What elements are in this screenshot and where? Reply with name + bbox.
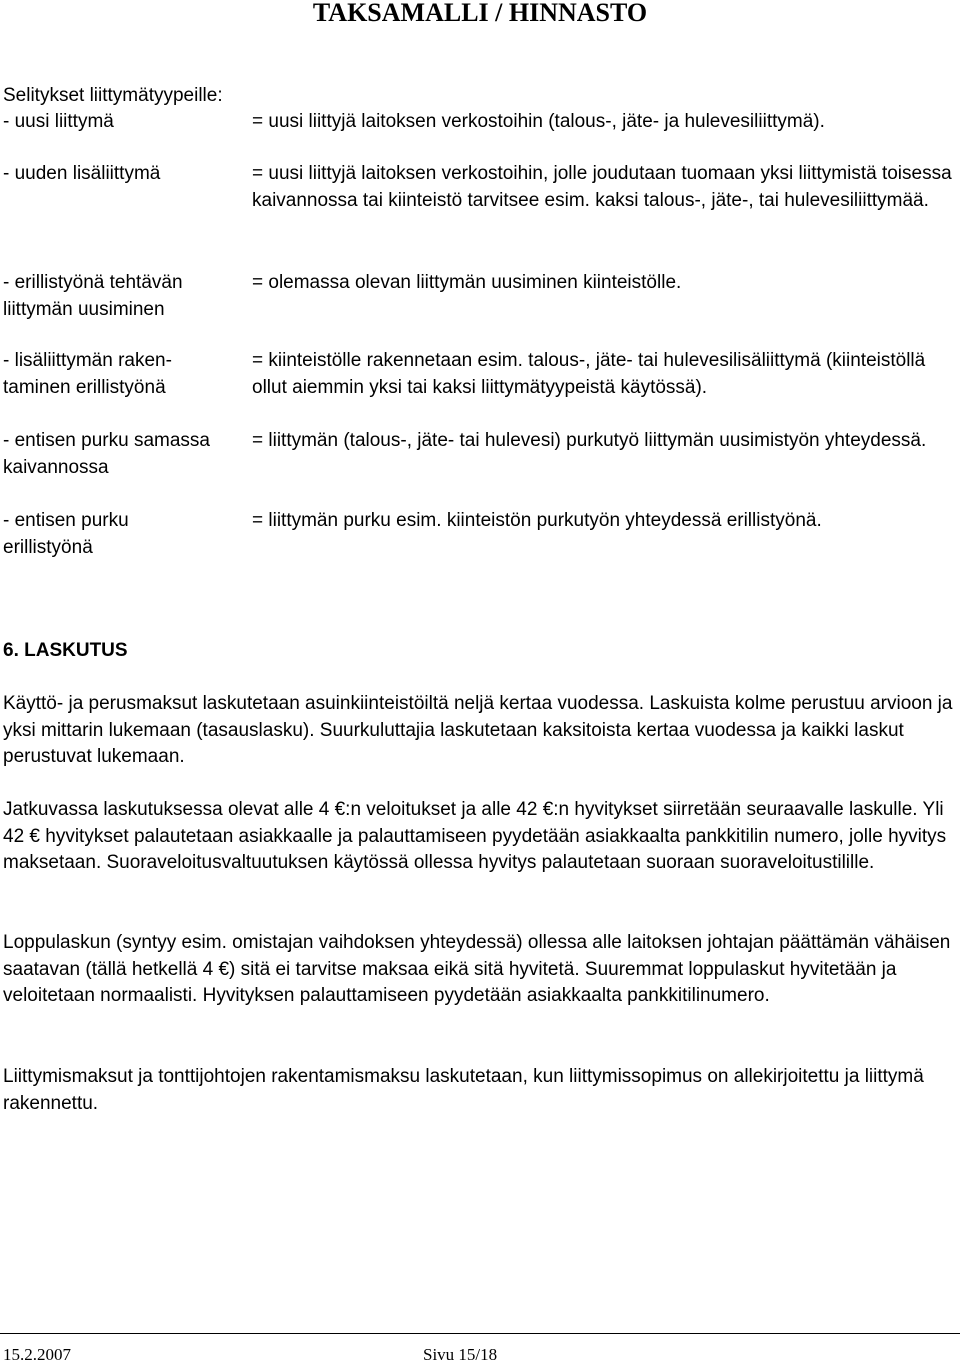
legend-definition: = uusi liittyjä laitoksen verkostoihin, jolle joudutaan tuomaan yksi liittymistä toisessa kaivannossa tai kiinteistö tarvitsee esim. kaksi talous-, jäte-, tai hulevesiliittymää. bbox=[252, 163, 952, 211]
legend-definition: = liittymän (talous-, jäte- tai hulevesi) purkutyö liittymän uusimistyön yhteydessä. bbox=[252, 430, 927, 451]
footer-divider bbox=[0, 1333, 960, 1334]
footer-date: 15.2.2007 bbox=[3, 1345, 71, 1364]
legend-term: - lisäliittymän raken-taminen erillistyönä bbox=[3, 350, 172, 398]
legend-definition: = liittymän purku esim. kiinteistön purkutyön yhteydessä erillistyönä. bbox=[252, 510, 822, 531]
paragraph: Käyttö- ja perusmaksut laskutetaan asuinkiinteistöiltä neljä kertaa vuodessa. Laskuista kolme perustuu arvioon ja yksi mittarin lukemaan (tasauslasku). Suurkuluttajia laskutetaan kaksitoista kertaa vuodessa ja kaikki laskut perustuvat lukemaan. bbox=[3, 693, 953, 768]
footer-page-number: Sivu 15/18 bbox=[423, 1345, 498, 1364]
paragraph: Jatkuvassa laskutuksessa olevat alle 4 €:n veloitukset ja alle 42 €:n hyvitykset siirretään seuraavalle laskulle. Yli 42 € hyvitykset palautetaan asiakkaalle ja palauttamiseen pyydetään asiakkaalta pankkitilin numero, jolle hyvitys maksetaan. Suoraveloitusvaltuutuksen käytössä ollessa hyvitys palautetaan suoraan suoraveloitustilille. bbox=[3, 799, 947, 874]
legend-definition: = uusi liittyjä laitoksen verkostoihin (talous-, jäte- ja hulevesiliittymä). bbox=[252, 111, 825, 132]
legend-term: - erillistyönä tehtävän liittymän uusiminen bbox=[3, 272, 183, 320]
legend-term: - uuden lisäliittymä bbox=[3, 163, 161, 184]
page-title: TAKSAMALLI / HINNASTO bbox=[312, 0, 648, 27]
legend-term: - entisen purku samassa kaivannossa bbox=[3, 430, 210, 478]
legend-heading: Selitykset liittymätyypeille: bbox=[3, 85, 223, 106]
legend-definition: = kiinteistölle rakennetaan esim. talous-, jäte- tai hulevesilisäliittymä (kiinteistöllä ollut aiemmin yksi tai kaksi liittymätyypeistä käytössä). bbox=[252, 350, 926, 398]
section-heading: 6. LASKUTUS bbox=[3, 640, 128, 661]
legend-definition: = olemassa olevan liittymän uusiminen kiinteistölle. bbox=[252, 272, 682, 293]
legend-term: - uusi liittymä bbox=[3, 111, 114, 132]
paragraph: Loppulaskun (syntyy esim. omistajan vaihdoksen yhteydessä) ollessa alle laitoksen johtajan päättämän vähäisen saatavan (tällä hetkellä 4 €) sitä ei tarvitse maksaa eikä sitä hyvitetä. Suuremmat loppulaskut hyvitetään ja veloitetaan normaalisti. Hyvityksen palauttamiseen pyydetään asiakkaalta pankkitilinumero. bbox=[3, 932, 951, 1007]
legend-term: - entisen purku erillistyönä bbox=[3, 510, 129, 558]
paragraph: Liittymismaksut ja tonttijohtojen rakentamismaksu laskutetaan, kun liittymissopimus on allekirjoitettu ja liittymä rakennettu. bbox=[3, 1066, 924, 1114]
